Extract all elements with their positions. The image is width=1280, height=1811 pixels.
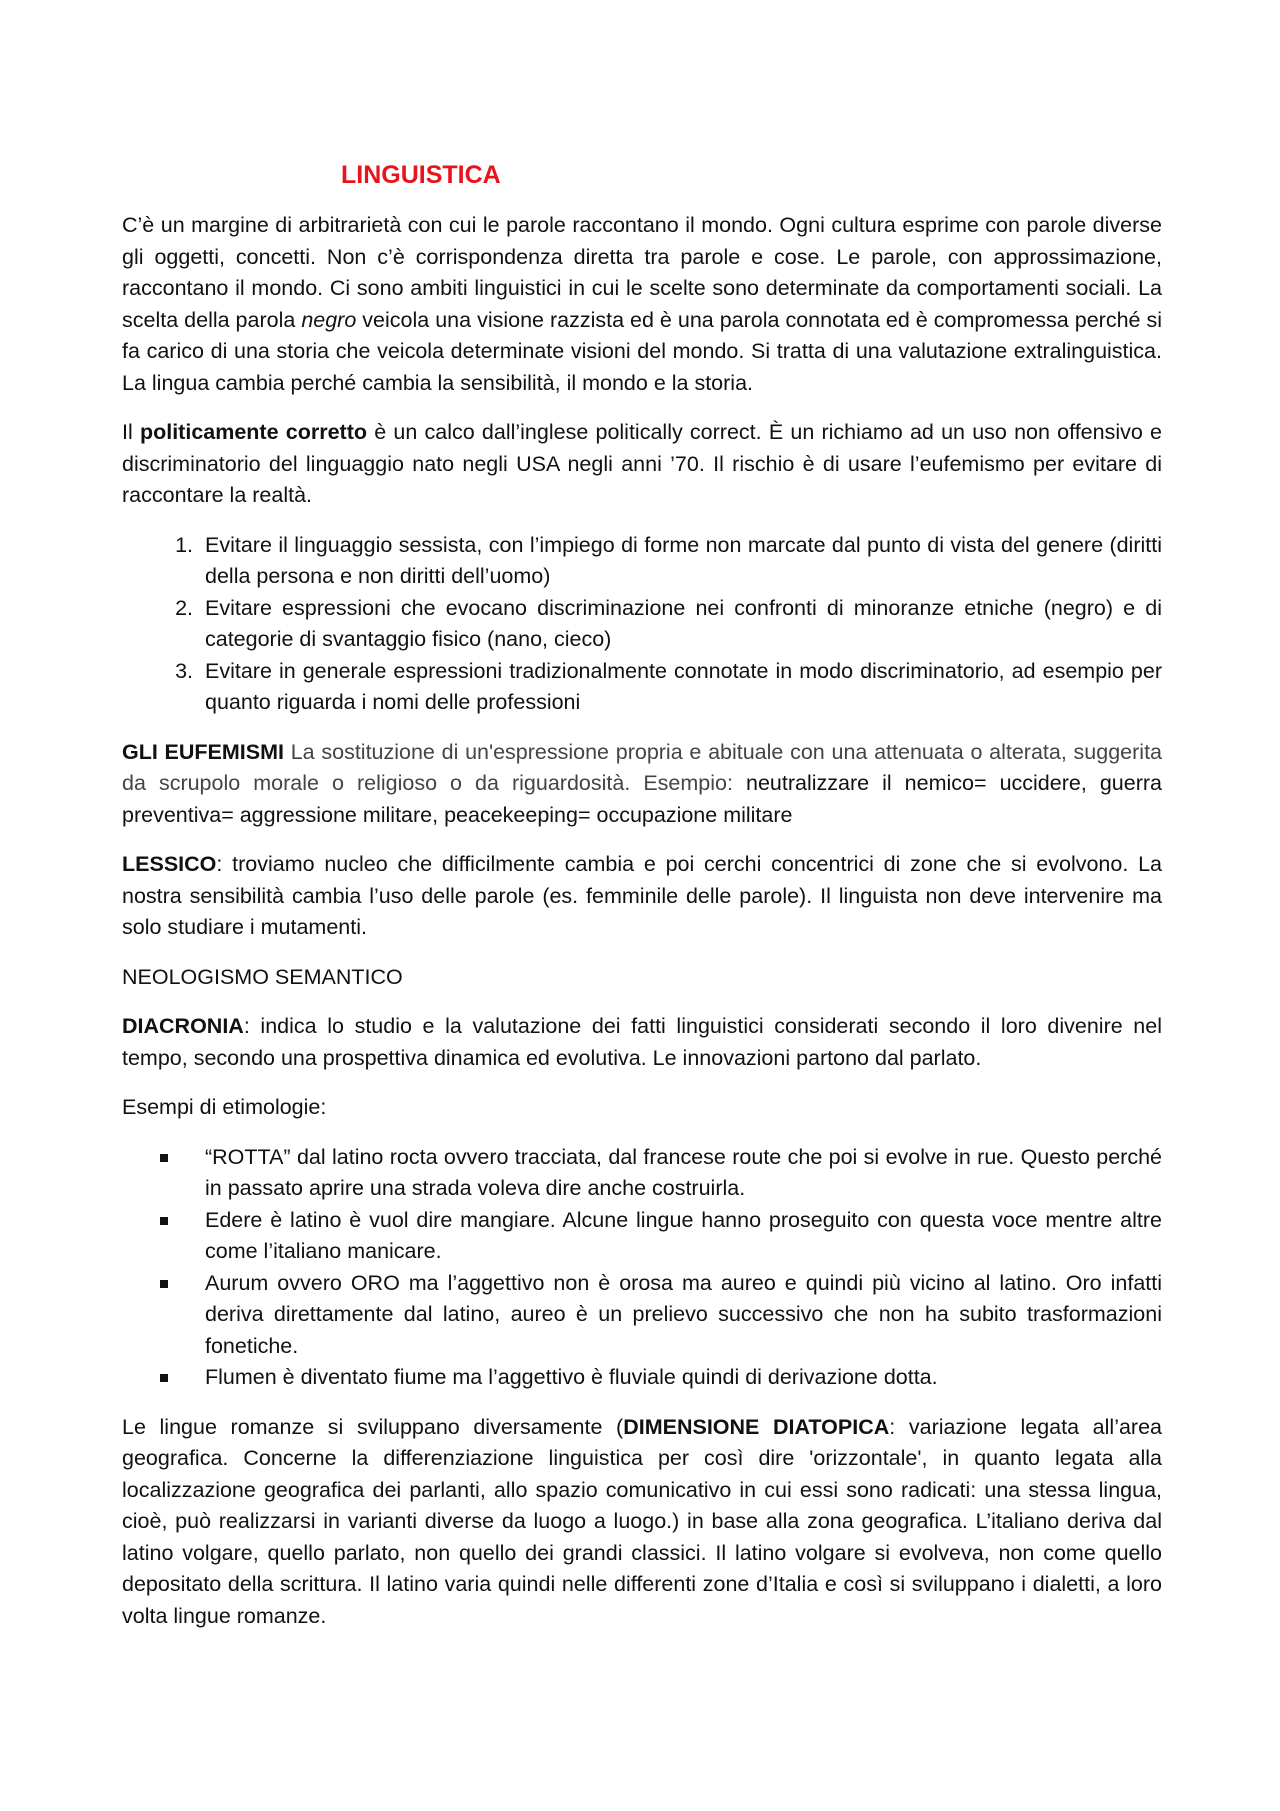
list-item: 3. Evitare in generale espressioni tradizionalmente connotate in modo discriminatorio, ad esempio per quanto riguarda i nomi delle professioni: [199, 656, 1162, 719]
list-item: Edere è latino è vuol dire mangiare. Alcune lingue hanno proseguito con questa voce mentre altre come l’italiano manicare.: [199, 1205, 1162, 1268]
bold-term: GLI EUFEMISMI: [122, 739, 284, 764]
paragraph-eufemismi: [122, 737, 1162, 832]
document-title: LINGUISTICA: [341, 161, 501, 189]
numbered-list: [122, 530, 1162, 719]
list-item: 2. Evitare espressioni che evocano discriminazione nei confronti di minoranze etniche (negro) e di categorie di svantaggio fisico (nano, cieco): [199, 593, 1162, 656]
text-run: veicola una visione razzista ed è una parola connotata ed è compromessa perché si fa carico di una storia che veicola determinate visioni del mondo. Si tratta di una valutazione extralinguistica. La lingua cambia perché cambia la sensibilità, il mondo e la storia.: [122, 307, 1162, 395]
text-run: Il: [122, 420, 140, 444]
definition-text: La sostituzione di un'espressione propria e abituale con una attenuata o alterata, suggerita da scrupolo morale o religioso o da riguardosità. Esempio:: [122, 739, 1162, 795]
bold-term: DIACRONIA: [122, 1014, 244, 1038]
list-item: “ROTTA” dal latino rocta ovvero tracciata, dal francese route che poi si evolve in rue. Questo perché in passato aprire una strada voleva dire anche costruirla.: [199, 1142, 1162, 1205]
text-run: è un calco dall’inglese politically correct. È un richiamo ad un uso non offensivo e discriminatorio del linguaggio nato negli USA negli anni ’70. Il rischio è di usare l’eufemismo per evitare di raccontare la realtà.: [122, 420, 1162, 507]
paragraph-diacronia: [122, 1011, 1162, 1074]
list-item: 1. Evitare il linguaggio sessista, con l’impiego di forme non marcate dal punto di vista del genere (diritti della persona e non diritti dell’uomo): [199, 530, 1162, 593]
paragraph-arbitrarieta: [122, 210, 1162, 399]
bold-term: LESSICO: [122, 852, 217, 876]
text-run: : indica lo studio e la valutazione dei fatti linguistici considerati secondo il loro divenire nel tempo, secondo una prospettiva dinamica ed evolutiva. Le innovazioni partono dal parlato.: [122, 1014, 1162, 1070]
text-run: : troviamo nucleo che difficilmente cambia e poi cerchi concentrici di zone che si evolvono. La nostra sensibilità cambia l’uso delle parole (es. femminile delle parole). Il linguista non deve intervenire ma solo studiare i mutamenti.: [122, 852, 1162, 939]
paragraph-lessico: [122, 849, 1162, 944]
list-item: Flumen è diventato fiume ma l’aggettivo è fluviale quindi di derivazione dotta.: [199, 1362, 1162, 1394]
bullet-list: [122, 1142, 1162, 1394]
text-run: C’è un margine di arbitrarietà con cui le parole raccontano il mondo. Ogni cultura esprime con parole diverse gli oggetti, concetti. Non c’è corrispondenza diretta tra parole e cose. Le parole, con approssimazione, raccontano il mondo. Ci sono ambiti linguistici in cui le scelte sono determinate da comportamenti sociali. La scelta della parola: [122, 213, 1162, 332]
bold-term: DIMENSIONE DIATOPICA: [623, 1414, 890, 1439]
paragraph-esempi: Esempi di etimologie:: [122, 1095, 327, 1119]
text-run: Le lingue romanze si sviluppano diversamente (: [122, 1414, 624, 1439]
list-item: Aurum ovvero ORO ma l’aggettivo non è orosa ma aureo e quindi più vicino al latino. Oro infatti deriva direttamente dal latino, aureo è un prelievo successivo che non ha subito trasformazioni fonetiche.: [199, 1268, 1162, 1363]
paragraph-diatopica: [122, 1412, 1162, 1633]
bold-term: politicamente corretto: [139, 420, 367, 444]
text-run: neutralizzare il nemico= uccidere, guerra preventiva= aggressione militare, peacekeeping= occupazione militare: [122, 771, 1162, 827]
text-run: : variazione legata all’area geografica. Concerne la differenziazione linguistica per così dire 'orizzontale', in quanto legata alla localizzazione geografica dei parlanti, allo spazio comunicativo in cui essi sono radicati: una stessa lingua, cioè, può realizzarsi in varianti diverse da luogo a luogo.) in base alla zona geografica. L’italiano deriva dal latino volgare, quello parlato, non quello dei grandi classici. Il latino volgare si evolveva, non come quello depositato della scrittura. Il latino varia quindi nelle differenti zone d’Italia e così si sviluppano i dialetti, a loro volta lingue romanze.: [122, 1414, 1163, 1628]
paragraph-politicamente-corretto: [122, 417, 1162, 512]
paragraph-neologismo: NEOLOGISMO SEMANTICO: [122, 964, 403, 989]
italic-term: negro: [301, 307, 357, 332]
